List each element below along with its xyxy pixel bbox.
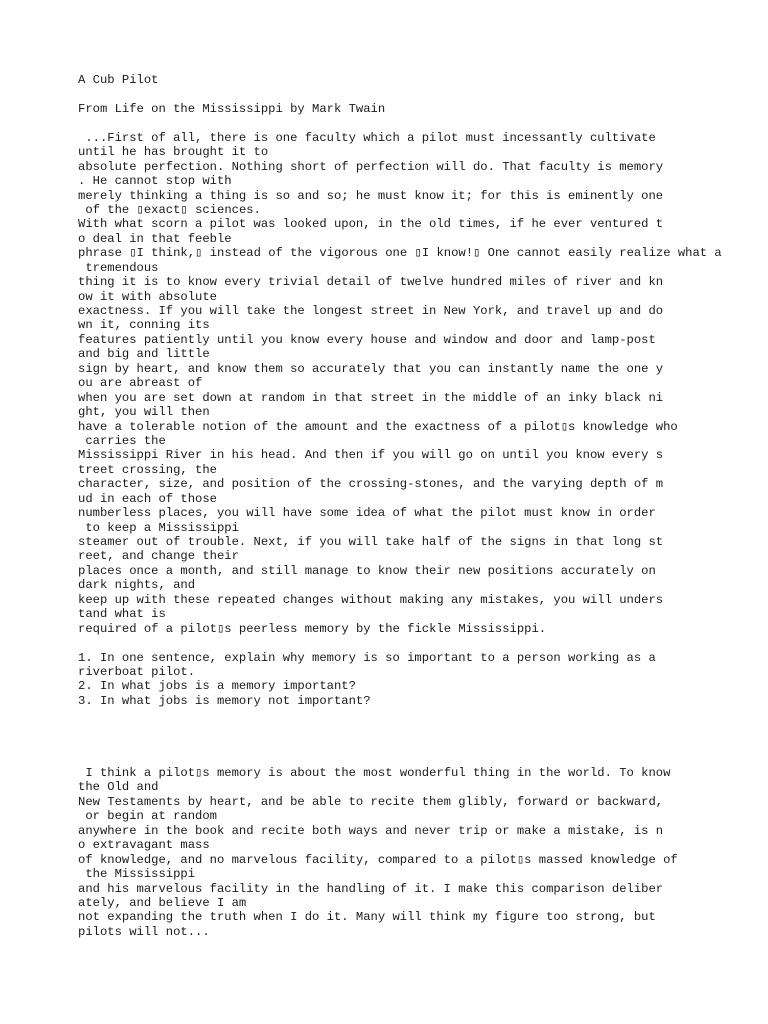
spacer (78, 636, 758, 650)
text-line: New Testaments by heart, and be able to recite them glibly, forward or backward, (78, 794, 664, 809)
text-line: ou are abreast of (78, 376, 203, 391)
questions-list (78, 651, 758, 709)
text-line: tand what is (78, 607, 166, 622)
text-line: and his marvelous facility in the handling of it. I make this comparison deliber (78, 881, 664, 896)
text-line: of the ▯exact▯ sciences. (78, 202, 261, 217)
text-line: or begin at random (78, 809, 217, 824)
text-line: thing it is to know every trivial detail of twelve hundred miles of river and kn (78, 275, 664, 290)
spacer (78, 708, 758, 722)
text-line: treet crossing, the (78, 462, 217, 477)
text-line: exactness. If you will take the longest street in New York, and travel up and do (78, 304, 664, 318)
spacer (78, 723, 758, 737)
document-title: A Cub Pilot (78, 73, 159, 87)
document-page (78, 73, 758, 939)
text-line: reet, and change their (78, 549, 239, 564)
text-line: sign by heart, and know them so accurately that you can instantly name the one y (78, 361, 664, 376)
question-line: 3. In what jobs is memory not important? (78, 693, 371, 708)
question-line: 1. In one sentence, explain why memory is so important to a person working as a (78, 650, 656, 665)
text-line: until he has brought it to (78, 145, 269, 160)
text-line: numberless places, you will have some idea of what the pilot must know in order (78, 506, 656, 521)
spacer (78, 737, 758, 751)
text-line: keep up with these repeated changes without making any mistakes, you will unders (78, 592, 664, 607)
text-line: I think a pilot▯s memory is about the most wonderful thing in the world. To know (78, 766, 671, 780)
text-line: not expanding the truth when I do it. Many will think my figure too strong, but (78, 910, 656, 925)
text-line: of knowledge, and no marvelous facility, compared to a pilot▯s massed knowledge of (78, 852, 678, 867)
text-line: to keep a Mississippi (78, 520, 239, 535)
text-line: absolute perfection. Nothing short of perfection will do. That faculty is memory (78, 159, 664, 174)
text-line: ately, and believe I am (78, 895, 247, 910)
text-line: pilots will not... (78, 924, 210, 939)
text-line: places once a month, and still manage to know their new positions accurately on (78, 563, 656, 578)
text-line: o extravagant mass (78, 838, 210, 853)
text-line: and big and little (78, 347, 210, 362)
text-line: Mississippi River in his head. And then if you will go on until you know every s (78, 448, 664, 463)
text-line: o deal in that feeble (78, 231, 232, 246)
text-line: merely thinking a thing is so and so; he must know it; for this is eminently one (78, 188, 664, 203)
text-line: required of a pilot▯s peerless memory by the fickle Mississippi. (78, 621, 547, 636)
text-line: ght, you will then (78, 405, 210, 420)
text-line: the Old and (78, 780, 159, 795)
text-line: wn it, conning its (78, 318, 210, 333)
spacer (78, 752, 758, 766)
passage-2 (78, 766, 758, 939)
text-line: when you are set down at random in that street in the middle of an inky black ni (78, 390, 664, 405)
text-line: carries the (78, 433, 166, 448)
spacer (78, 116, 758, 130)
question-line: 2. In what jobs is a memory important? (78, 679, 356, 694)
document-subtitle: From Life on the Mississippi by Mark Twain (78, 101, 386, 116)
text-line: ud in each of those (78, 491, 217, 506)
text-line: anywhere in the book and recite both ways and never trip or make a mistake, is n (78, 823, 664, 838)
text-line: dark nights, and (78, 578, 196, 593)
question-line: riverboat pilot. (78, 664, 196, 679)
text-line: steamer out of trouble. Next, if you will take half of the signs in that long st (78, 535, 664, 549)
spacer (78, 87, 758, 101)
text-line: have a tolerable notion of the amount and the exactness of a pilot▯s knowledge who (78, 419, 678, 434)
text-line: phrase ▯I think,▯ instead of the vigorous one ▯I know!▯ One cannot easily realize what a (78, 246, 722, 261)
text-line: character, size, and position of the crossing-stones, and the varying depth of m (78, 477, 664, 492)
text-line: ...First of all, there is one faculty which a pilot must incessantly cultivate (78, 130, 656, 145)
text-line: With what scorn a pilot was looked upon, in the old times, if he ever ventured t (78, 217, 664, 232)
text-line: . He cannot stop with (78, 174, 232, 189)
text-line: the Mississippi (78, 867, 196, 882)
text-line: tremendous (78, 260, 159, 275)
passage-1 (78, 131, 758, 636)
text-line: ow it with absolute (78, 289, 217, 304)
text-line: features patiently until you know every house and window and door and lamp-post (78, 332, 656, 347)
